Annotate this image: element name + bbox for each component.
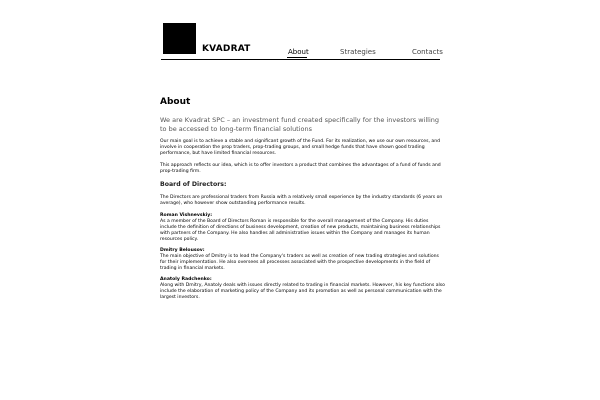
- director-bio: The main objective of Dmitry is to lead the Company's traders as well as creation of new trading strategies and solutions for their implementation. He also oversees all processes associated with the prospective developments in the field of trading in financial markets.: [160, 254, 439, 271]
- approach-paragraph: This approach reflects our idea, which is to offer investors a product that combines the advantages of a fund of funds and prop-trading firm.: [160, 163, 441, 174]
- nav-strategies-link[interactable]: Strategies: [340, 48, 376, 56]
- director-bio: Along with Dmitry, Anatoly deals with issues directly related to trading in financial markets. However, his key functions also include the elaboration of marketing policy of the Company and its promotion as well as personal communication with the largest investors.: [160, 283, 445, 300]
- director-name: Roman Vishnevskiy:: [160, 213, 213, 218]
- page-title: About: [160, 97, 191, 107]
- board-heading: Board of Directors:: [160, 181, 227, 188]
- director-dmitry: [160, 248, 445, 272]
- board-intro: The Directors are professional traders from Russia with a relatively small experience by the industry standards (6 years on average), who however show outstanding performance results.: [160, 195, 443, 206]
- nav-about-link[interactable]: About: [288, 48, 309, 56]
- nav-active-indicator: [287, 57, 307, 58]
- director-roman: [160, 213, 445, 243]
- main-content: [160, 96, 445, 306]
- lead-paragraph: We are Kvadrat SPC – an investment fund created specifically for the investors willing to be accessed to long-term financial solutions: [160, 116, 440, 133]
- director-bio: As a member of the Board of Directors Roman is responsible for the overall management of the Company. His duties include the definition of directions of business development, creation of new products, maintaining business relationships with partners of the Company. He also handles all administrative issues within the Company and manages its human resources policy.: [160, 219, 441, 242]
- goal-paragraph: Our main goal is to achieve a stable and significant growth of the Fund. For its realization, we use our own resources, and involve in cooperation the prop traders, prop-trading groups, and small hedge funds that have shown good trading performance, but have limited financial resources.: [160, 139, 441, 156]
- logo-text[interactable]: KVADRAT: [202, 44, 251, 54]
- header-divider: [161, 59, 440, 60]
- director-name: Anatoly Radchenko:: [160, 277, 212, 282]
- director-anatoly: [160, 277, 445, 301]
- nav-contacts-link[interactable]: Contacts: [412, 48, 443, 56]
- director-name: Dmitry Belousov:: [160, 248, 205, 253]
